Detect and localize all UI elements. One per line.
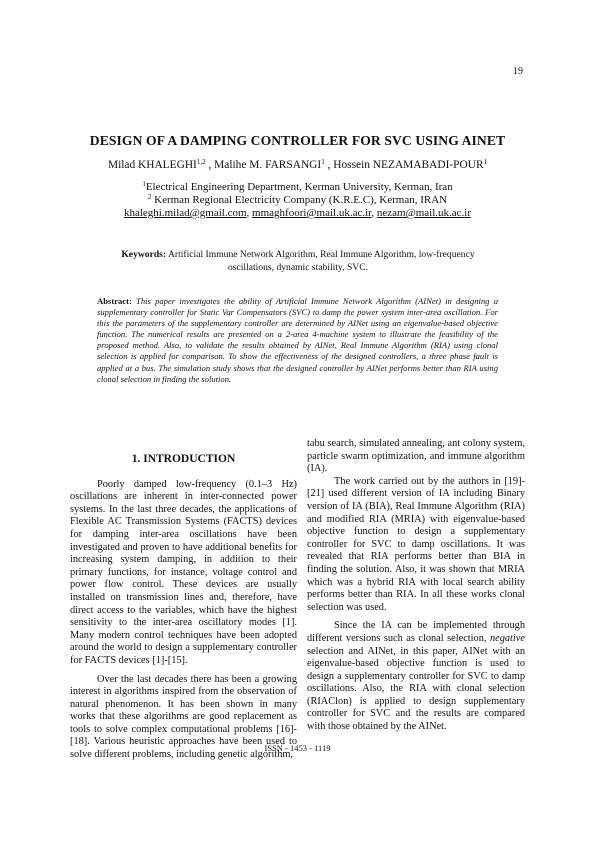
email-separator: , xyxy=(246,207,253,219)
email-link[interactable]: khaleghi.milad@gmail.com xyxy=(123,207,247,219)
email-separator: , xyxy=(371,207,377,219)
affiliation-text: Electrical Engineering Department, Kerman University, Kerman, Iran xyxy=(145,181,453,193)
affiliation-1 xyxy=(60,181,535,193)
affiliation-mark: 2 xyxy=(147,193,152,201)
body-paragraph xyxy=(307,620,525,733)
keywords xyxy=(118,249,478,274)
email-list xyxy=(60,207,535,219)
affiliation-text: Kerman Regional Electricity Company (K.R.E.C), Kerman, IRAN xyxy=(151,194,448,206)
page-number: 19 xyxy=(513,66,523,77)
email-link[interactable]: mmaghfoori@mail.uk.ac.ir xyxy=(252,207,372,219)
right-column xyxy=(307,438,525,734)
author-name: Malihe M. FARSANGI xyxy=(214,159,322,171)
author-list xyxy=(60,159,535,171)
keywords-text: Artificial Immune Network Algorithm, Real Immune Algorithm, low-frequency oscillations, dynamic stability, SVC. xyxy=(166,249,475,273)
section-heading: 1. INTRODUCTION xyxy=(131,453,236,465)
abstract-label: Abstract: xyxy=(97,296,132,306)
body-paragraph: Poorly damped low-frequency (0.1–3 Hz) oscillations are inherent in inter-connected power systems. In the last three decades, the applications of Flexible AC Transmission Systems (FACTS) devices for damping inter-area oscillations have been investigated and proven to have additional benefits for increasing system damping, in addition to their primary functions, for instance, voltage control and power flow control. These devices are usually installed on transmission lines and, therefore, have direct access to the variables, which have the highest sensitivity to the inter-area oscillatory modes [1]. Many modern control techniques have been adopted around the world to design a supplementary controller for FACTS devices [1]-[15]. xyxy=(70,478,297,666)
email-link[interactable]: nezam@mail.uk.ac.ir xyxy=(376,207,472,219)
left-column xyxy=(70,453,297,762)
abstract-text: This paper investigates the ability of Artificial Immune Network Algorithm (AINet) in designing a supplementary controller for Static Var Compensators (SVC) to damp the power system inter-area oscillation. For this the parameters of the supplementary controller are determined by AINet using an eigenvalue-based objective function. The numerical results are presented on a 2-area 4-machine system to illustrate the feasibility of the proposed method. Also, to validate the results obtained by AINet, Real Immune Algorithm (RIA) using clonal selection is applied for comparison. To show the effectiveness of the designed controllers, a three phase fault is applied at a bus. The simulation study shows that the designed controller by AINet performs better than RIA using clonal selection in finding the solution. xyxy=(97,296,498,384)
affiliation-2 xyxy=(60,194,535,206)
body-paragraph: The work carried out by the authors in [19]-[21] used different version of IA including Binary version of IA (BIA), Real Immune Algorithm (RIA) and modified RIA (MRIA) with eigenvalue-based objective function to design a supplementary controller for SVC to damp oscillations. It was revealed that RIA performs better than BIA in finding the solution. Also, it was shown that MRIA which was a hybrid RIA with local search ability performs better than RIA. In all these works clonal selection was used. xyxy=(307,475,525,613)
keywords-label: Keywords: xyxy=(121,249,167,260)
author-name: Milad KHALEGHI xyxy=(107,159,197,171)
author-separator: , xyxy=(205,159,215,171)
author-name: Hossein NEZAMABADI-POUR xyxy=(333,159,484,171)
author-separator: , xyxy=(324,159,334,171)
paper-title: DESIGN OF A DAMPING CONTROLLER FOR SVC USING AINET xyxy=(89,133,506,148)
emphasis-text: negative xyxy=(489,632,525,644)
body-paragraph-continued: tabu search, simulated annealing, ant colony system, particle swarm optimization, and immune algorithm (IA). xyxy=(307,438,525,475)
paragraph-text: selection and AINet, in this paper, AINet with an eigenvalue-based objective function is used to design a supplementary controller for SVC to damp oscillations. Also, the RIA with clonal selection (RIAClon) is applied to design supplementary controller for SVC and the results are compared with those obtained by the AINet. xyxy=(307,645,525,733)
abstract xyxy=(97,296,498,385)
author-affiliation-mark: 1 xyxy=(483,158,488,166)
affiliation-mark: 1 xyxy=(142,180,146,188)
author-affiliation-mark: 1 xyxy=(321,158,325,166)
author-affiliation-mark: 1,2 xyxy=(196,158,206,166)
body-paragraph: Over the last decades there has been a growing interest in algorithms inspired from the observation of natural phenomenon. It has been shown in many works that these algorithms are good replacement as tools to solve complex computational problems [16]-[18]. Various heuristic approaches have been used to solve different problems, including genetic algorithm, xyxy=(70,673,297,761)
paragraph-text: Since the IA can be implemented through different versions such as clonal selection, xyxy=(307,620,525,644)
issn-footer: ISSN - 1453 - 1119 xyxy=(264,743,331,753)
